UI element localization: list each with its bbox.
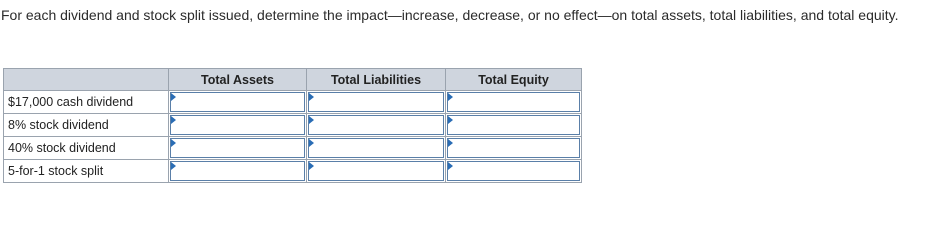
8pct-stock-dividend-liabilities-dropdown[interactable] <box>308 115 444 135</box>
header-total-equity: Total Equity <box>446 69 582 91</box>
instructions-text: For each dividend and stock split issued, determine the impact—increase, decrease, or no effect—on total assets, total liabilities, and total equity. <box>1 7 899 23</box>
header-total-assets: Total Assets <box>169 69 307 91</box>
row-label-40pct-stock-dividend: 40% stock dividend <box>4 137 169 160</box>
table-row <box>4 160 582 183</box>
impact-table <box>3 68 582 183</box>
cell-cash-dividend-assets <box>169 91 307 114</box>
stock-split-liabilities-dropdown[interactable] <box>308 161 444 181</box>
dropdown-triangle-icon <box>448 139 453 147</box>
cell-8pct-assets <box>169 114 307 137</box>
table-corner-header <box>4 69 169 91</box>
stock-split-assets-dropdown[interactable] <box>170 161 305 181</box>
cell-8pct-liabilities <box>307 114 446 137</box>
40pct-stock-dividend-assets-dropdown[interactable] <box>170 138 305 158</box>
cash-dividend-assets-dropdown[interactable] <box>170 92 305 112</box>
table-header-row <box>4 69 582 91</box>
cell-split-liabilities <box>307 160 446 183</box>
8pct-stock-dividend-equity-dropdown[interactable] <box>447 115 580 135</box>
dropdown-triangle-icon <box>171 116 176 124</box>
cell-40pct-liabilities <box>307 137 446 160</box>
row-label-cash-dividend: $17,000 cash dividend <box>4 91 169 114</box>
dropdown-triangle-icon <box>171 139 176 147</box>
cell-cash-dividend-liabilities <box>307 91 446 114</box>
table-row <box>4 91 582 114</box>
header-total-liabilities: Total Liabilities <box>307 69 446 91</box>
table-row <box>4 114 582 137</box>
cell-cash-dividend-equity <box>446 91 582 114</box>
cash-dividend-liabilities-dropdown[interactable] <box>308 92 444 112</box>
cell-split-assets <box>169 160 307 183</box>
40pct-stock-dividend-liabilities-dropdown[interactable] <box>308 138 444 158</box>
cash-dividend-equity-dropdown[interactable] <box>447 92 580 112</box>
dropdown-triangle-icon <box>448 162 453 170</box>
cell-split-equity <box>446 160 582 183</box>
table-row <box>4 137 582 160</box>
40pct-stock-dividend-equity-dropdown[interactable] <box>447 138 580 158</box>
stock-split-equity-dropdown[interactable] <box>447 161 580 181</box>
cell-8pct-equity <box>446 114 582 137</box>
cell-40pct-equity <box>446 137 582 160</box>
row-label-8pct-stock-dividend: 8% stock dividend <box>4 114 169 137</box>
dropdown-triangle-icon <box>309 139 314 147</box>
dropdown-triangle-icon <box>448 93 453 101</box>
cell-40pct-assets <box>169 137 307 160</box>
dropdown-triangle-icon <box>171 162 176 170</box>
dropdown-triangle-icon <box>309 93 314 101</box>
row-label-stock-split: 5-for-1 stock split <box>4 160 169 183</box>
dropdown-triangle-icon <box>171 93 176 101</box>
dropdown-triangle-icon <box>448 116 453 124</box>
dropdown-triangle-icon <box>309 162 314 170</box>
8pct-stock-dividend-assets-dropdown[interactable] <box>170 115 305 135</box>
dropdown-triangle-icon <box>309 116 314 124</box>
